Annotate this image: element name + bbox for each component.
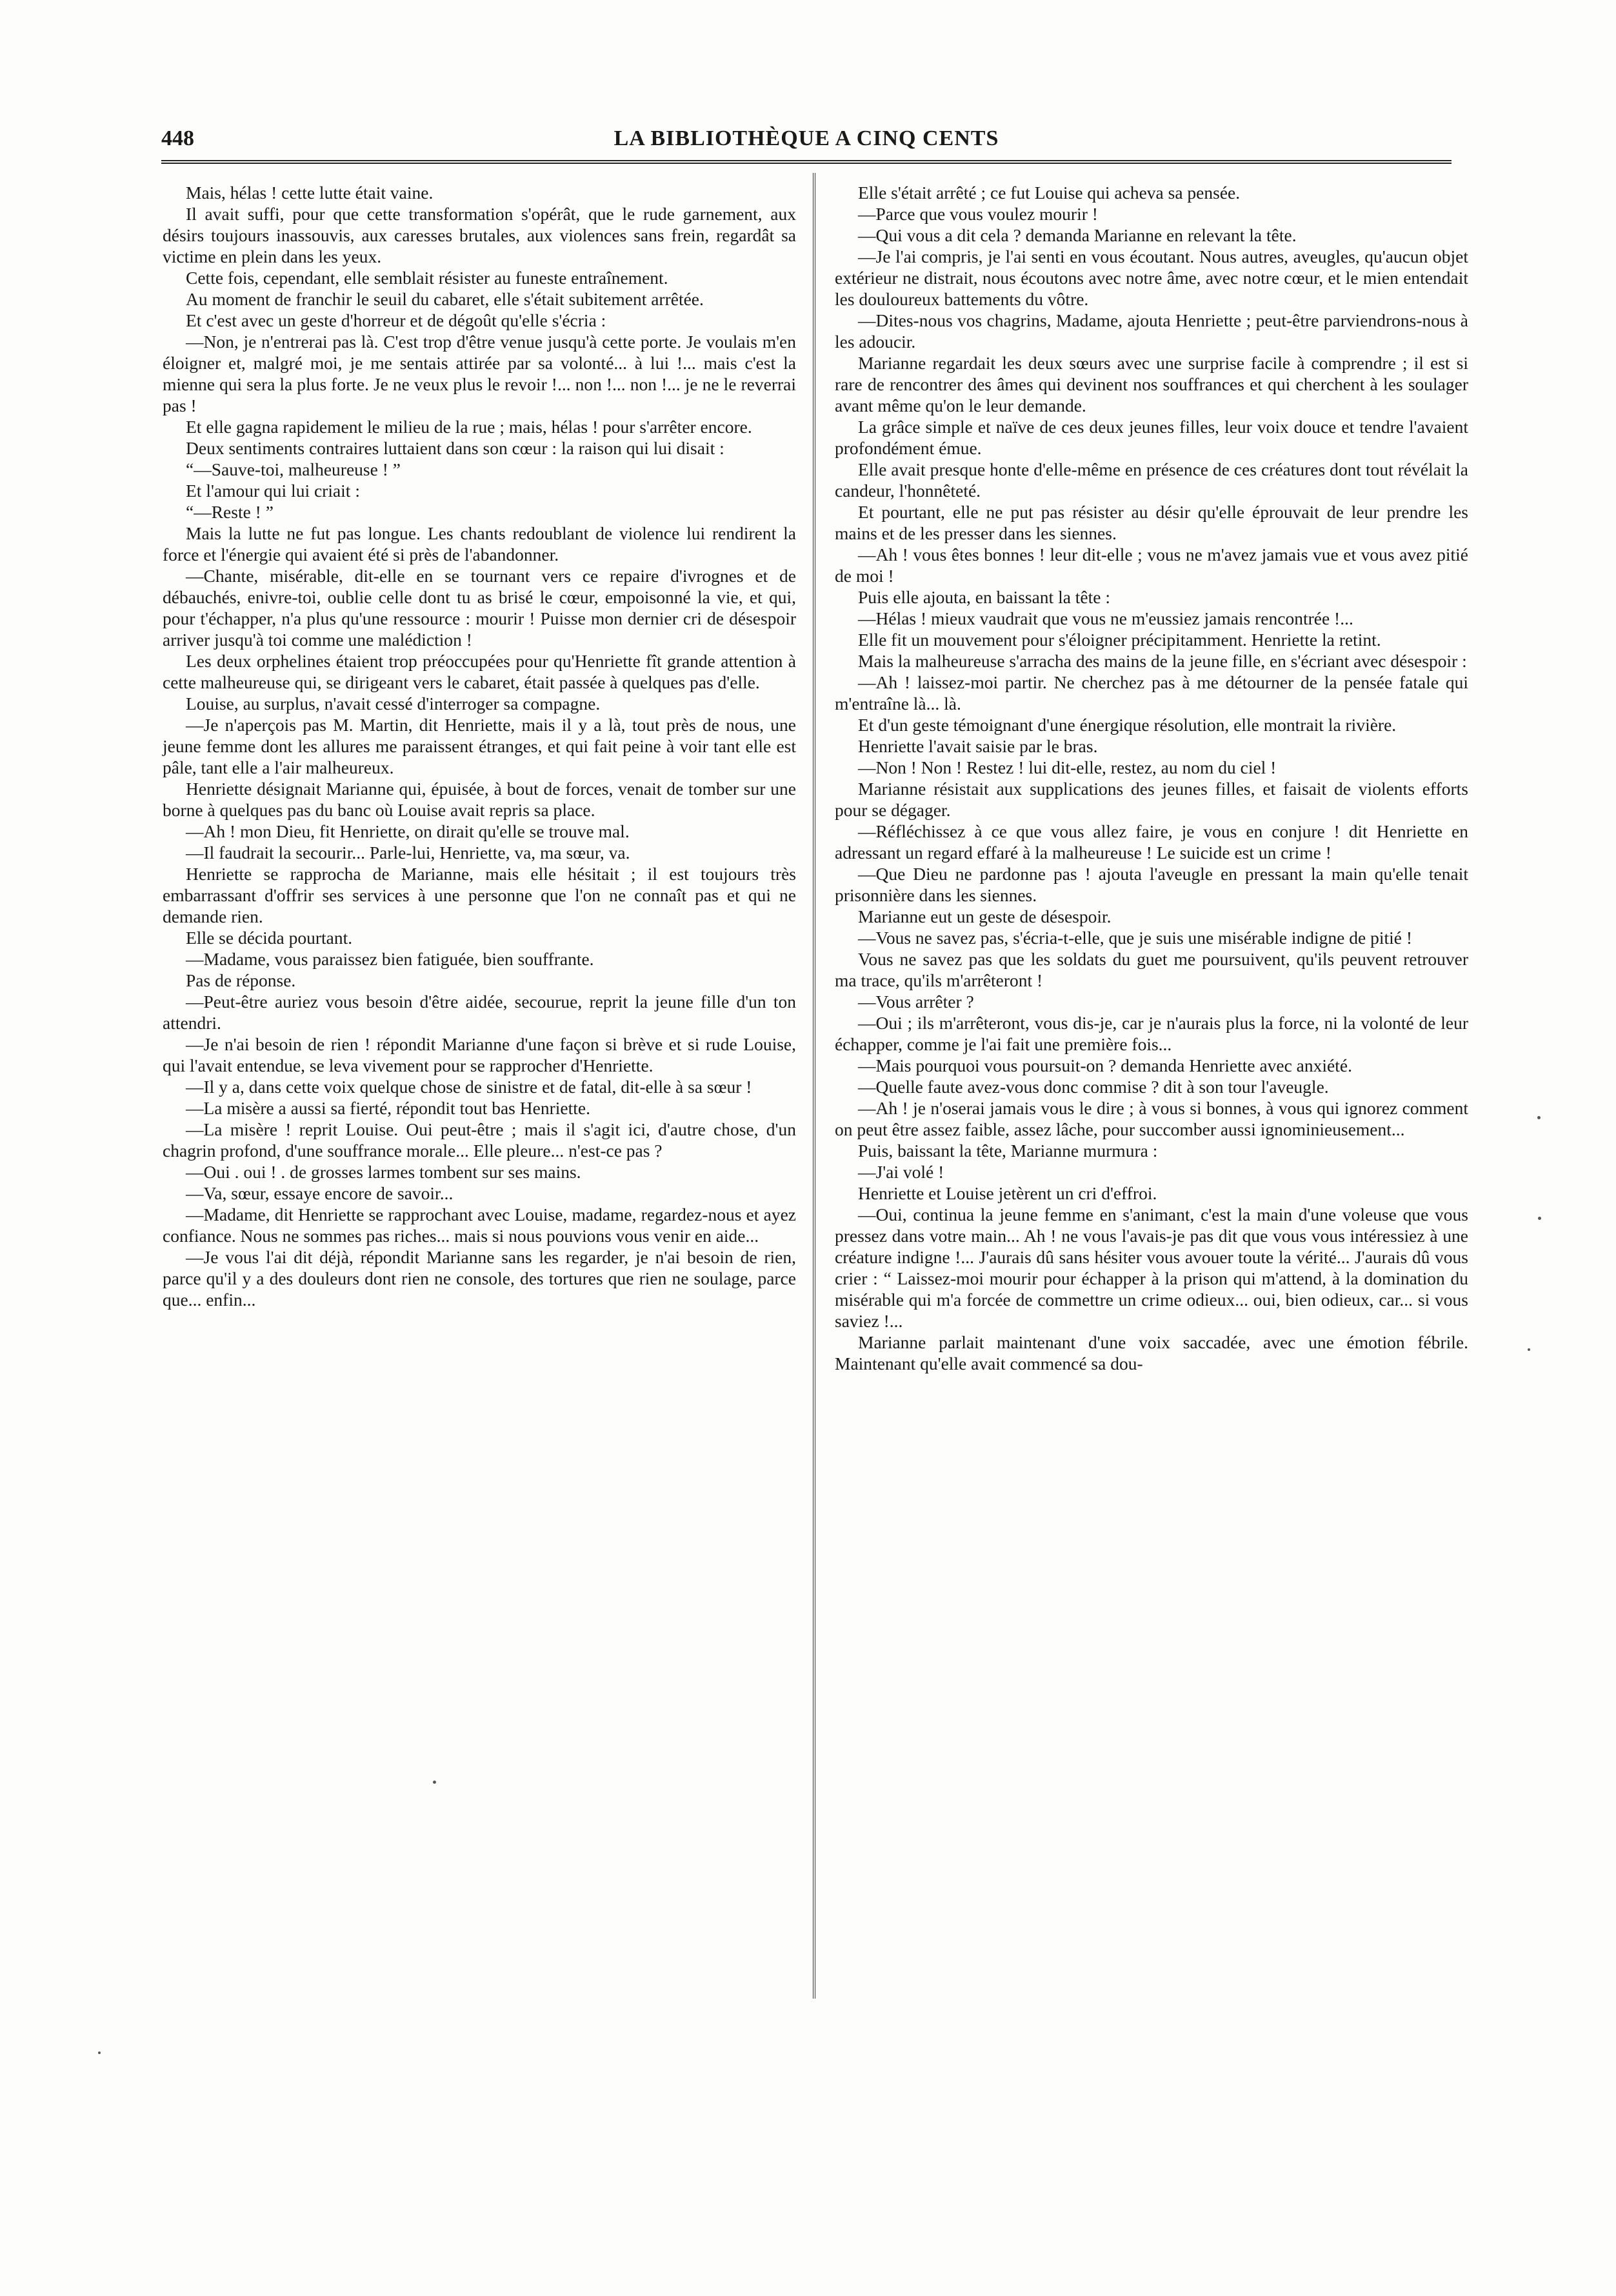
paragraph: Puis elle ajouta, en baissant la tête :: [858, 587, 1111, 607]
paragraph: “—Sauve-toi, malheureuse ! ”: [186, 459, 401, 479]
paragraph: Mais la malheureuse s'arracha des mains de la jeune fille, en s'écriant avec désespoir :: [858, 651, 1467, 671]
paragraph: —Il faudrait la secourir... Parle-lui, Henriette, va, ma sœur, va.: [186, 843, 630, 863]
paragraph: —Je n'aperçois pas M. Martin, dit Henriette, mais il y a là, tout près de nous, une jeune femme dont les allures me paraissent étranges, et qui fait peine à voir tant elle est pâle, tant elle a l'air malheureux.: [163, 715, 796, 777]
header-rule: [161, 160, 1451, 164]
scan-speck: [433, 1781, 436, 1784]
paragraph: —Madame, dit Henriette se rapprochant avec Louise, madame, regardez-nous et ayez confiance. Nous ne sommes pas riches... mais si nous pouvions vous venir en aide...: [163, 1204, 796, 1246]
paragraph: Mais, hélas ! cette lutte était vaine.: [186, 183, 434, 203]
page-number: 448: [161, 126, 194, 150]
paragraph: Les deux orphelines étaient trop préoccupées pour qu'Henriette fît grande attention à cette malheureuse qui, se dirigeant vers le cabaret, était passée à quelques pas d'elle.: [163, 651, 796, 692]
paragraph: Au moment de franchir le seuil du cabaret, elle s'était subitement arrêtée.: [186, 289, 704, 309]
paragraph: Henriette désignait Marianne qui, épuisée, à bout de forces, venait de tomber sur une borne à quelques pas du banc où Louise avait repris sa place.: [163, 779, 796, 820]
paragraph: —Oui ; ils m'arrêteront, vous dis-je, car je n'aurais plus la force, ni la volonté de leur échapper, comme je l'ai fait une première fois...: [835, 1013, 1468, 1054]
paragraph: —Chante, misérable, dit-elle en se tournant vers ce repaire d'ivrognes et de débauchés, enivre-toi, oublie celle dont tu as brisé le cœur, empoisonné la vie, et qui, pour t'échapper, n'a plus qu'une ressource : mourir ! Puisse mon dernier cri de désespoir arriver jusqu'à toi comme une malédiction !: [163, 566, 796, 650]
paragraph: Henriette se rapprocha de Marianne, mais elle hésitait ; il est toujours très embarrassant d'offrir ses services à une personne que l'on ne connaît pas et qui ne demande rien.: [163, 864, 796, 926]
paragraph: —Va, sœur, essaye encore de savoir...: [186, 1183, 454, 1203]
paragraph: —Oui . oui ! . de grosses larmes tombent sur ses mains.: [186, 1162, 581, 1182]
paragraph: Mais la lutte ne fut pas longue. Les chants redoublant de violence lui rendirent la force et l'énergie qui avaient été si près de l'abandonner.: [163, 523, 796, 564]
paragraph: Et elle gagna rapidement le milieu de la rue ; mais, hélas ! pour s'arrêter encore.: [186, 417, 752, 437]
paragraph: Elle avait presque honte d'elle-même en présence de ces créatures dont tout révélait la candeur, l'honnêteté.: [835, 459, 1468, 501]
paragraph: —Réfléchissez à ce que vous allez faire, je vous en conjure ! dit Henriette en adressant un regard effaré à la malheureuse ! Le suicide est un crime !: [835, 821, 1468, 863]
paragraph: —Je vous l'ai dit déjà, répondit Marianne sans les regarder, je n'ai besoin de rien, parce qu'il y a des douleurs dont rien ne console, des tortures que rien ne soulage, parce que... enfin...: [163, 1247, 796, 1310]
paragraph: Vous ne savez pas que les soldats du guet me poursuivent, qu'ils peuvent retrouver ma trace, qu'ils m'arrêteront !: [835, 949, 1468, 990]
paragraph: Louise, au surplus, n'avait cessé d'interroger sa compagne.: [186, 694, 601, 714]
paragraph: Elle fit un mouvement pour s'éloigner précipitamment. Henriette la retint.: [858, 630, 1381, 650]
paragraph: Elle se décida pourtant.: [186, 928, 353, 948]
paragraph: —Je n'ai besoin de rien ! répondit Marianne d'une façon si brève et si rude Louise, qui l'avait entendue, se leva vivement pour se rapprocher d'Henriette.: [163, 1034, 796, 1075]
paragraph: —Ah ! je n'oserai jamais vous le dire ; à vous si bonnes, à vous qui ignorez comment on peut être assez faible, assez lâche, pour succomber aussi ignominieusement...: [835, 1098, 1468, 1139]
paragraph: —Madame, vous paraissez bien fatiguée, bien souffrante.: [186, 949, 594, 969]
paragraph: —Que Dieu ne pardonne pas ! ajouta l'aveugle en pressant la main qu'elle tenait prisonnière dans les siennes.: [835, 864, 1468, 905]
paragraph: —Mais pourquoi vous poursuit-on ? demanda Henriette avec anxiété.: [858, 1055, 1352, 1075]
left-column: [163, 182, 796, 1310]
scan-speck: [1528, 1348, 1530, 1351]
paragraph: Et l'amour qui lui criait :: [186, 481, 360, 501]
paragraph: Marianne parlait maintenant d'une voix saccadée, avec une émotion fébrile. Maintenant qu'elle avait commencé sa dou-: [835, 1332, 1468, 1373]
page-header: [161, 126, 1451, 159]
paragraph: —Non, je n'entrerai pas là. C'est trop d'être venue jusqu'à cette porte. Je voulais m'en éloigner et, malgré moi, je me sentais attirée par sa volonté... à lui !... mais c'est la mienne qui sera la plus forte. Je ne veux plus le revoir !... non !... non !... je ne le reverrai pas !: [163, 332, 796, 415]
paragraph: —Ah ! laissez-moi partir. Ne cherchez pas à me détourner de la pensée fatale qui m'entraîne là... là.: [835, 672, 1468, 714]
scan-speck: [1538, 1217, 1541, 1220]
paragraph: —Parce que vous voulez mourir !: [858, 204, 1098, 224]
paragraph: —Ah ! mon Dieu, fit Henriette, on dirait qu'elle se trouve mal.: [186, 821, 630, 841]
paragraph: —Ah ! vous êtes bonnes ! leur dit-elle ; vous ne m'avez jamais vue et vous avez pitié de moi !: [835, 544, 1468, 586]
paragraph: Cette fois, cependant, elle semblait résister au funeste entraînement.: [186, 268, 668, 288]
paragraph: —Vous ne savez pas, s'écria-t-elle, que je suis une misérable indigne de pitié !: [858, 928, 1412, 948]
paragraph: —Vous arrêter ?: [858, 992, 974, 1012]
paragraph: —La misère ! reprit Louise. Oui peut-être ; mais il s'agit ici, d'autre chose, d'un chagrin profond, d'une souffrance morale... Elle pleure... n'est-ce pas ?: [163, 1119, 796, 1161]
right-column: [835, 182, 1468, 1374]
paragraph: “—Reste ! ”: [186, 502, 274, 522]
paragraph: —Qui vous a dit cela ? demanda Marianne en relevant la tête.: [858, 225, 1297, 245]
paragraph: —Oui, continua la jeune femme en s'animant, c'est la main d'une voleuse que vous pressez dans votre main... Ah ! ne vous l'avais-je pas dit que vous vous intéressiez à une créature indigne !... J'aurais dû sans hésiter vous avouer toute la vérité... J'aurais dû vous crier : “ Laissez-moi mourir pour échapper à la prison qui m'attend, à la domination du misérable qui m'a forcée de commettre un crime odieux... oui, bien odieux, car... si vous saviez !...: [835, 1204, 1468, 1331]
paragraph: Henriette et Louise jetèrent un cri d'effroi.: [858, 1183, 1157, 1203]
paragraph: —Peut-être auriez vous besoin d'être aidée, secourue, reprit la jeune fille d'un ton attendri.: [163, 992, 796, 1033]
paragraph: Puis, baissant la tête, Marianne murmura :: [858, 1141, 1158, 1161]
paragraph: —J'ai volé !: [858, 1162, 944, 1182]
paragraph: —La misère a aussi sa fierté, répondit tout bas Henriette.: [186, 1098, 590, 1118]
paragraph: Marianne regardait les deux sœurs avec une surprise facile à comprendre ; il est si rare de rencontrer des âmes qui devinent nos souffrances et qui cherchent à les soulager avant même qu'on le leur demande.: [835, 353, 1468, 415]
paragraph: Deux sentiments contraires luttaient dans son cœur : la raison qui lui disait :: [186, 438, 724, 458]
paragraph: Et d'un geste témoignant d'une énergique résolution, elle montrait la rivière.: [858, 715, 1397, 735]
paragraph: —Non ! Non ! Restez ! lui dit-elle, restez, au nom du ciel !: [858, 757, 1277, 777]
paragraph: —Je l'ai compris, je l'ai senti en vous écoutant. Nous autres, aveugles, qu'aucun objet extérieur ne distrait, nous écoutons avec notre âme, avec notre cœur, et le mien entendait les douloureux battements du vôtre.: [835, 246, 1468, 309]
paragraph: Il avait suffi, pour que cette transformation s'opérât, que le rude garnement, aux désirs toujours inassouvis, aux caresses brutales, aux violences sans frein, regardât sa victime en plein dans les yeux.: [163, 204, 796, 266]
paragraph: —Il y a, dans cette voix quelque chose de sinistre et de fatal, dit-elle à sa sœur !: [186, 1077, 752, 1097]
paragraph: Marianne résistait aux supplications des jeunes filles, et faisait de violents efforts pour se dégager.: [835, 779, 1468, 820]
scan-speck: [1537, 1116, 1541, 1119]
paragraph: —Hélas ! mieux vaudrait que vous ne m'eussiez jamais rencontrée !...: [858, 608, 1353, 628]
paragraph: —Dites-nous vos chagrins, Madame, ajouta Henriette ; peut-être parviendrons-nous à les adoucir.: [835, 310, 1468, 352]
paragraph: Elle s'était arrêté ; ce fut Louise qui acheva sa pensée.: [858, 183, 1241, 203]
column-divider: [813, 173, 815, 1999]
paragraph: Et pourtant, elle ne put pas résister au désir qu'elle éprouvait de leur prendre les mains et de les presser dans les siennes.: [835, 502, 1468, 543]
paragraph: Et c'est avec un geste d'horreur et de dégoût qu'elle s'écria :: [186, 310, 606, 330]
paragraph: Pas de réponse.: [186, 970, 296, 990]
paragraph: —Quelle faute avez-vous donc commise ? dit à son tour l'aveugle.: [858, 1077, 1329, 1097]
scan-speck: [98, 2051, 101, 2054]
paragraph: Marianne eut un geste de désespoir.: [858, 906, 1112, 926]
paragraph: La grâce simple et naïve de ces deux jeunes filles, leur voix douce et tendre l'avaient profondément émue.: [835, 417, 1468, 458]
paragraph: Henriette l'avait saisie par le bras.: [858, 736, 1098, 756]
running-title: LA BIBLIOTHÈQUE A CINQ CENTS: [613, 126, 999, 150]
